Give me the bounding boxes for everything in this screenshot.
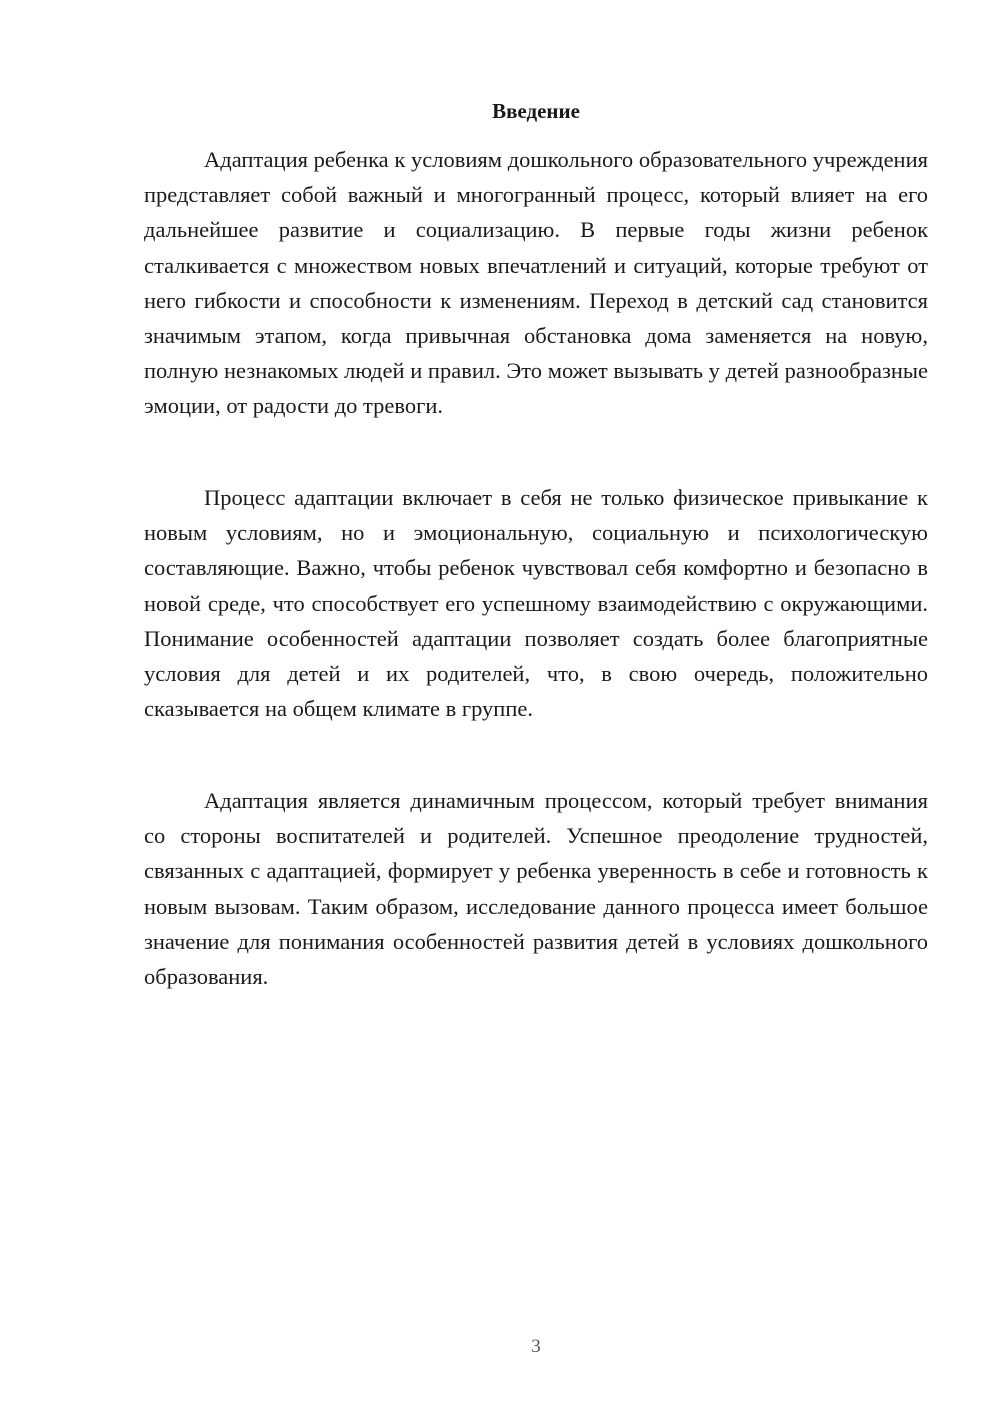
page-number: 3 bbox=[531, 1336, 541, 1357]
page-title: Введение bbox=[492, 99, 580, 123]
paragraph-1: Адаптация ребенка к условиям дошкольного образовательного учреждения представляет собой важный и многогранный процесс, который влияет на его дальнейшее развитие и социализацию. В первые годы жизни ребенок сталкивается с множеством новых впечатлений и ситуаций, которые требуют от него гибкости и способности к изменениям. Переход в детский сад становится значимым этапом, когда привычная обстановка дома заменяется на новую, полную незнакомых людей и правил. Это может вызывать у детей разнообразные эмоции, от радости до тревоги. bbox=[144, 147, 928, 419]
paragraph-2: Процесс адаптации включает в себя не только физическое привыкание к новым условиям, но и эмоциональную, социальную и психологическую составляющие. Важно, чтобы ребенок чувствовал себя комфортно и безопасно в новой среде, что способствует его успешному взаимодействию с окружающими. Понимание особенностей адаптации позволяет создать более благоприятные условия для детей и их родителей, что, в свою очередь, положительно сказывается на общем климате в группе. bbox=[144, 485, 928, 722]
paragraph-3: Адаптация является динамичным процессом, который требует внимания со стороны воспитателей и родителей. Успешное преодоление трудностей, связанных с адаптацией, формирует у ребенка уверенность в себе и готовность к новым вызовам. Таким образом, исследование данного процесса имеет большое значение для понимания особенностей развития детей в условиях дошкольного образования. bbox=[144, 788, 928, 990]
